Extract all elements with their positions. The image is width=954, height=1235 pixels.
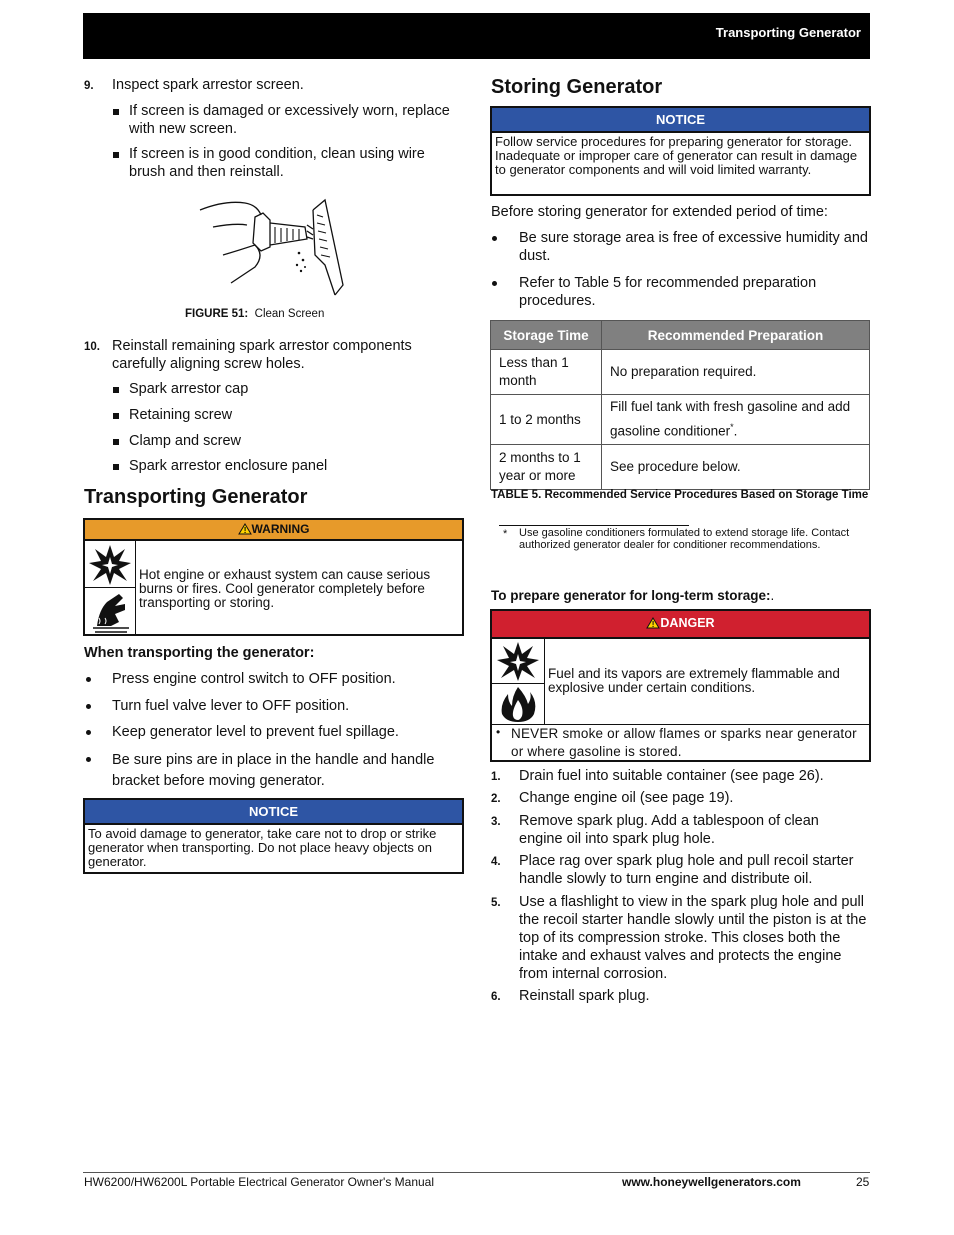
- list-item: If screen is in good condition, clean using wire brush and then reinstall.: [129, 146, 425, 180]
- footer-manual-title: HW6200/HW6200L Portable Electrical Generator Owner's Manual: [84, 1175, 435, 1189]
- svg-text:!: !: [652, 620, 655, 629]
- list-item: Spark arrestor enclosure panel: [129, 458, 328, 474]
- table-header: Recommended Preparation: [602, 321, 870, 350]
- step-text: Place rag over spark plug hole and pull recoil starter handle slowly to turn engine and distribute oil.: [519, 853, 854, 887]
- bullet-square-icon: [113, 439, 119, 445]
- step-text: Reinstall remaining spark arrestor components carefully aligning screw holes.: [112, 338, 412, 372]
- danger-icons: [492, 639, 545, 724]
- step-number: 5.: [491, 897, 501, 909]
- list-item: If screen is damaged or excessively worn, replace with new screen.: [129, 103, 450, 137]
- step-number: 10.: [84, 341, 100, 353]
- notice-box: [490, 106, 871, 196]
- footnote-rule: [499, 525, 689, 526]
- header-title: Transporting Generator: [715, 25, 861, 40]
- table-cell: Less than 1 month: [491, 350, 602, 395]
- list-item: Be sure storage area is free of excessive humidity and dust.: [519, 230, 868, 264]
- list-item: Retaining screw: [129, 407, 233, 423]
- list-item: Clamp and screw: [129, 433, 242, 449]
- step-text: Remove spark plug. Add a tablespoon of clean engine oil into spark plug hole.: [519, 813, 819, 847]
- explosion-icon: [85, 541, 135, 588]
- step-text: Drain fuel into suitable container (see page 26).: [519, 768, 824, 784]
- bullet-square-icon: [113, 109, 119, 115]
- hot-surface-icon: [85, 588, 135, 634]
- section-heading: Transporting Generator: [84, 486, 308, 508]
- table-cell: 1 to 2 months: [491, 395, 602, 445]
- list-item: Refer to Table 5 for recommended preparation procedures.: [519, 275, 817, 309]
- step-number: 2.: [491, 793, 501, 805]
- bullet-square-icon: [113, 464, 119, 470]
- bullet-dot-icon: •: [496, 725, 501, 739]
- table-row: [491, 445, 870, 490]
- page-header: [83, 13, 870, 59]
- bullet-square-icon: [113, 413, 119, 419]
- bullet-dot-icon: [492, 236, 497, 241]
- step-number: 4.: [491, 856, 501, 868]
- table-cell: No preparation required.: [602, 350, 870, 395]
- bullet-square-icon: [113, 152, 119, 158]
- fire-icon: [492, 684, 544, 724]
- bullet-dot-icon: [492, 281, 497, 286]
- notice-text: Follow service procedures for preparing generator for storage. Inadequate or improper care of generator can result in damage to generator components and will void limited warranty.: [495, 134, 858, 177]
- bullet-dot-icon: [86, 677, 91, 682]
- step-text: Inspect spark arrestor screen.: [112, 77, 304, 93]
- warning-triangle-icon: [238, 523, 252, 535]
- danger-text: Fuel and its vapors are extremely flammable and explosive under certain conditions.: [548, 666, 840, 695]
- footer-rule: [83, 1172, 870, 1173]
- footnote-text: Use gasoline conditioners formulated to extend storage life. Contact authorized generator dealer for conditioner recommendations.: [519, 527, 850, 551]
- footer-url[interactable]: www.honeywellgenerators.com: [622, 1175, 801, 1189]
- step-text: Use a flashlight to view in the spark plug hole and pull the recoil starter handle slowly until the piston is at the top of its compression stroke. This closes both the intake and exhaust valves and protects the engine from internal corrosion.: [519, 894, 867, 982]
- subheading: When transporting the generator:: [84, 645, 315, 661]
- warning-bar: [85, 520, 462, 541]
- danger-bar: [492, 611, 869, 639]
- danger-box: [490, 609, 871, 762]
- warning-icons: [85, 541, 136, 634]
- step-number: 9.: [84, 80, 94, 92]
- list-item: Spark arrestor cap: [129, 381, 249, 397]
- table-row: [491, 350, 870, 395]
- step-number: 1.: [491, 771, 501, 783]
- section-heading: Storing Generator: [491, 76, 663, 98]
- notice-text: To avoid damage to generator, take care not to drop or strike generator when transporting. Do not place heavy objects on generator.: [88, 826, 437, 869]
- bullet-square-icon: [113, 387, 119, 393]
- list-item: Keep generator level to prevent fuel spillage.: [112, 724, 399, 740]
- warning-text: Hot engine or exhaust system can cause serious burns or fires. Cool generator completely before transporting or storing.: [139, 567, 431, 610]
- paragraph: Before storing generator for extended period of time:: [491, 204, 828, 220]
- step-text: Reinstall spark plug.: [519, 988, 650, 1004]
- step-number: 3.: [491, 816, 501, 828]
- svg-text:!: !: [243, 526, 246, 535]
- warning-label: WARNING: [251, 522, 310, 536]
- table-header: Storage Time: [491, 321, 602, 350]
- table-row: [491, 395, 870, 445]
- table-cell: Fill fuel tank with fresh gasoline and add gasoline conditioner*.: [602, 395, 870, 445]
- step-number: 6.: [491, 991, 501, 1003]
- bullet-dot-icon: [86, 757, 91, 762]
- notice-bar: NOTICE: [85, 800, 462, 825]
- subheading: To prepare generator for long-term storage:.: [491, 588, 775, 603]
- step-text: Change engine oil (see page 19).: [519, 790, 734, 806]
- table-caption: TABLE 5. Recommended Service Procedures Based on Storage Time: [491, 489, 869, 501]
- explosion-icon: [492, 639, 544, 684]
- bullet-dot-icon: [86, 730, 91, 735]
- warning-triangle-icon: [646, 617, 660, 629]
- table-cell: 2 months to 1 year or more: [491, 445, 602, 490]
- notice-bar: NOTICE: [492, 108, 869, 133]
- danger-bullet: NEVER smoke or allow flames or sparks near generator or where gasoline is stored.: [511, 726, 857, 759]
- danger-label: DANGER: [660, 616, 715, 630]
- storage-table: [490, 320, 870, 490]
- notice-box: [83, 798, 464, 874]
- list-item: Press engine control switch to OFF position.: [112, 671, 396, 687]
- footnote-mark: *: [503, 528, 508, 540]
- list-item: Be sure pins are in place in the handle and handle bracket before moving generator.: [112, 752, 435, 789]
- figure-caption: FIGURE 51: Clean Screen: [185, 308, 325, 320]
- bullet-dot-icon: [86, 704, 91, 709]
- table-cell: See procedure below.: [602, 445, 870, 490]
- page-number: 25: [856, 1175, 870, 1189]
- clean-screen-illustration: [195, 195, 350, 297]
- list-item: Turn fuel valve lever to OFF position.: [112, 698, 350, 714]
- warning-box: [83, 518, 464, 636]
